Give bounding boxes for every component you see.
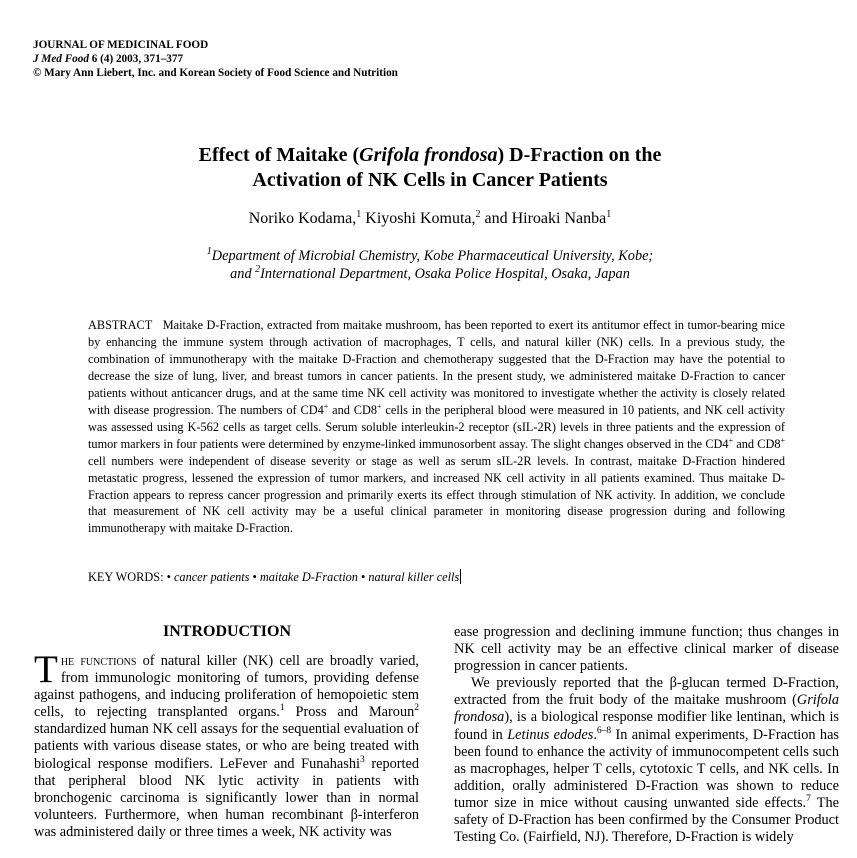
keyword-item: natural killer cells xyxy=(368,570,460,584)
copyright-line: © Mary Ann Liebert, Inc. and Korean Society of Food Science and Nutrition xyxy=(33,67,398,79)
title-text-a: Effect of Maitake ( xyxy=(198,144,360,166)
author-list xyxy=(100,209,760,229)
left-column-text: The functions of natural killer (NK) cell are broadly varied, from immunologic monitoring of tumors, providing defense against pathogens, and inducing proliferation of hemopoietic stem cells, to rejecting transplanted organs.$^1$ Pross and Maroun$^2$ standardized human NK cell assays for the sequential evaluation of patients with various disease states, or who are being treated with biological response modifiers. LeFever and Funahashi$^3$ reported that peripheral blood NK lytic activity in patients with bronchogenic carcinoma is significantly lower than in normal volunteers. Furthermore, when human recombinant β-interferon was administered daily or three times a week, NK activity was xyxy=(34,648,419,840)
author-1: Noriko Kodama,$^1$ xyxy=(248,209,362,227)
journal-name: JOURNAL OF MEDICINAL FOOD xyxy=(33,39,209,51)
affiliation-1: $^1$Department of Microbial Chemistry, Kobe Pharmaceutical University, Kobe; xyxy=(206,246,654,264)
bullet: • xyxy=(361,570,366,584)
abstract-label: ABSTRACT xyxy=(88,318,153,332)
author-2: Kiyoshi Komuta,$^2$ xyxy=(365,209,481,227)
title-species: Grifola frondosa xyxy=(359,144,498,166)
keyword-item: maitake D-Fraction xyxy=(259,570,358,584)
journal-abbrev: J Med Food xyxy=(33,53,89,65)
paragraph: We previously reported that the β-glucan termed D-Fraction, extracted from the fruit body of the maitake mushroom (Grifola frondosa), is a biological response modifier like lentinan, which is found in Letinus edodes.$^{6-8}$ In animal experiments, D-Fraction has been found to enhance the activity of immunocompetent cells such as macrophages, helper T cells, cytotoxic T cells, and NK cells. In addition, orally administered D-Fraction was shown to reduce tumor size in mice without causing unwanted side effects.$^7$ The safety of D-Fraction has been confirmed by the Consumer Product Testing Co. (Fairfield, NJ). Therefore, D-Fraction is widely xyxy=(454,675,839,846)
section-heading-introduction: INTRODUCTION xyxy=(162,623,291,640)
affiliation-2: and $^2$International Department, Osaka Police Hospital, Osaka, Japan xyxy=(230,264,630,282)
text-cursor xyxy=(460,569,461,584)
bullet: • xyxy=(252,570,257,584)
keyword-item: cancer patients xyxy=(173,570,250,584)
keywords-label: KEY WORDS: xyxy=(88,570,164,584)
journal-volume: 6 (4) 2003, 371–377 xyxy=(88,53,184,65)
journal-header xyxy=(33,38,398,80)
paragraph: ease progression and declining immune function; thus changes in NK cell activity may be an effective clinical marker of disease progression in cancer patients. xyxy=(454,624,839,675)
keywords xyxy=(88,569,461,586)
title-line-2: Activation of NK Cells in Cancer Patients xyxy=(252,169,608,191)
abstract: ABSTRACT Maitake D-Fraction, extracted from maitake mushroom, has been reported to exert its antitumor effect in tumor-bearing mice by enhancing the immune system through activation of macrophages, T cells, and natural killer (NK) cells. In a previous study, the combination of immunotherapy with the maitake D-Fraction and chemotherapy suggested that the D-Fraction may have the potential to decrease the size of lung, liver, and breast tumors in cancer patients. In the present study, we administered maitake D-Fraction to cancer patients without anticancer drugs, and at the same time NK cell activity was monitored to investigate whether the activity is closely related with disease progression. The numbers of CD4+ and CD8+ cells in the peripheral blood were measured in 10 patients, and NK cell activity was assessed using K-562 cells as target cells. Serum soluble interleukin-2 receptor (sIL-2R) levels in three patients and the expression of tumor markers in four patients were determined by enzyme-linked immunosorbent assay. The slight changes observed in the CD4+ and CD8+ cell numbers were independent of disease severity or stage as well as serum sIL-2R levels. In contrast, maitake D-Fraction hindered metastatic progress, lessened the expression of tumor markers, and increased NK cell activity in all patients examined. Thus maitake D-Fraction appears to repress cancer progression and primarily exerts its effect through stimulation of NK activity. In addition, we conclude that measurement of NK cell activity may be a useful clinical parameter in monitoring disease progression during and following immunotherapy with maitake D-Fraction. xyxy=(88,318,785,536)
title-text-b: ) D-Fraction on the xyxy=(497,144,662,166)
article-title xyxy=(100,143,760,193)
journal-citation xyxy=(33,52,398,66)
drop-cap: T xyxy=(34,648,58,691)
affiliations xyxy=(100,247,760,283)
bullet: • xyxy=(166,570,171,584)
right-column-text xyxy=(454,624,839,846)
author-3: and Hiroaki Nanba$^1$ xyxy=(484,209,612,227)
